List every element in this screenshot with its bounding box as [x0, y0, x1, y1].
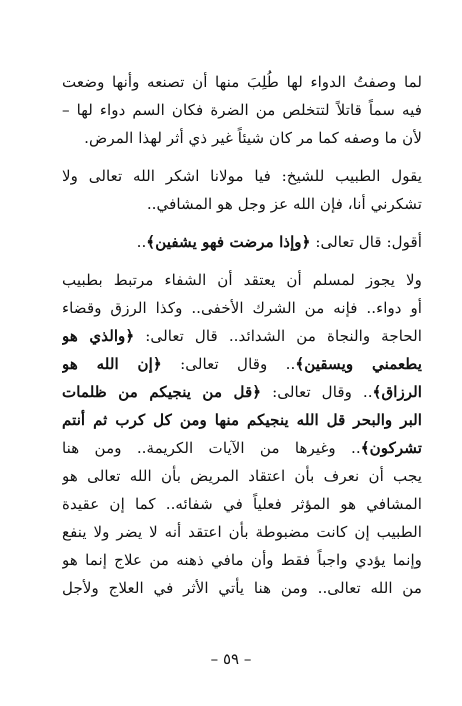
text-line: الطبيب إن كانت مضبوطة بأن اعتقد أنه لا يضر ولا ينفع	[62, 523, 422, 541]
paragraph-2	[62, 162, 422, 218]
text-line: يجب أن نعرف بأن اعتقاد المريض بأن الله تعالى هو	[62, 467, 422, 485]
text-line: يطعمني ويسقين﴾.. وقال تعالى: ﴿إن الله هو	[62, 355, 422, 373]
paragraph-1	[62, 68, 422, 152]
text-line: الحاجة والنجاة من الشدائد.. قال تعالى: ﴿والذي هو	[62, 327, 422, 345]
text-line: من الله تعالى.. ومن هنا يأتي الأثر في العلاج ولأجل	[62, 579, 422, 597]
paragraph-3	[62, 228, 422, 256]
text-line: المشافي هو المؤثر فعلياً في شفائه.. كما إن عقيدة	[62, 495, 422, 513]
paragraph-4	[62, 266, 422, 602]
text-line: فيه سماً قاتلاً لتتخلص من الضرة فكان السم دواء لها –	[62, 101, 422, 119]
text-line: الرزاق﴾.. وقال تعالى: ﴿قل من ينجيكم من ظلمات	[62, 383, 422, 401]
text-line: تشكرني أنا، فإن الله عز وجل هو المشافي..	[146, 195, 422, 213]
text-line: يقول الطبيب للشيخ: فيا مولانا اشكر الله تعالى ولا	[62, 167, 422, 185]
text-line: ولا يجوز لمسلم أن يعتقد أن الشفاء مرتبط بطبيب	[62, 271, 422, 289]
text-line: لأن ما وصفه كما مر كان شيئاً غير ذي أثر لهذا المرض.	[84, 129, 422, 147]
text-line: وإنما يؤدي واجباً فقط وأن مافي ذهنه من علاج إنما هو	[62, 551, 422, 569]
text-line: تشركون﴾.. وغيرها من الآيات الكريمة.. ومن هنا	[62, 439, 422, 457]
text-line: البر والبحر قل الله ينجيكم منها ومن كل كرب ثم أنتم	[62, 411, 422, 429]
text-line: أو دواء.. فإنه من الشرك الأخفى.. وكذا الرزق وقضاء	[62, 299, 422, 317]
text-line: لما وصفتُ الدواء لها طُلِبَ منها أن تصنعه وأنها وضعت	[62, 73, 422, 91]
text-line: أقول: قال تعالى: ﴿وإذا مرضت فهو يشفين﴾..	[136, 233, 422, 251]
page-number: – ٥٩ –	[210, 650, 252, 668]
page-body	[62, 68, 422, 602]
